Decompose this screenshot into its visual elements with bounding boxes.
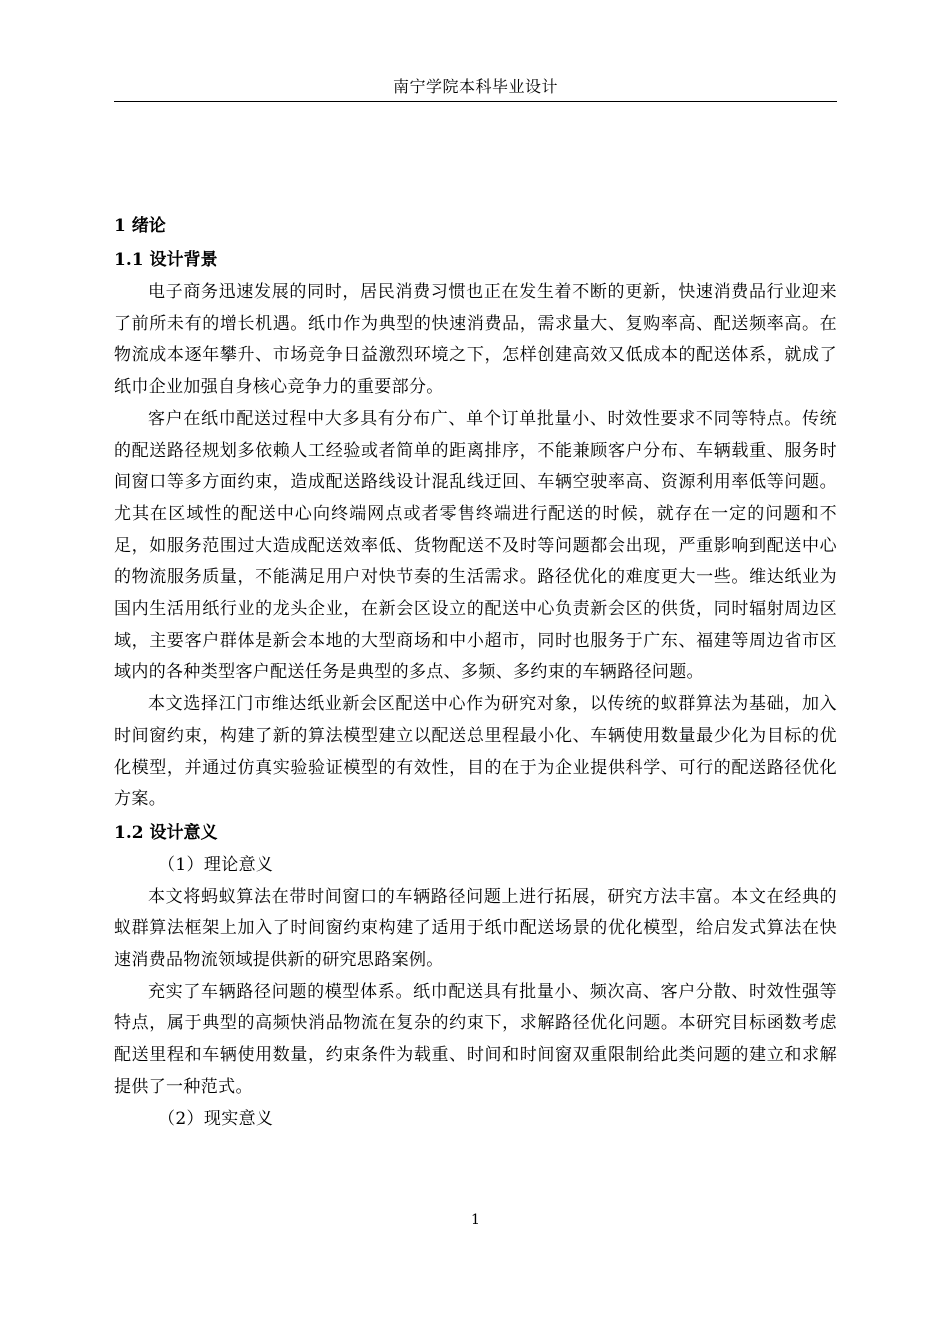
paragraph-background-2: 客户在纸巾配送过程中大多具有分布广、单个订单批量小、时效性要求不同等特点。传统的配送路径规划多依赖人工经验或者简单的距离排序，不能兼顾客户分布、车辆载重、服务时间窗口等多方面约束，造成配送路线设计混乱线迂回、车辆空驶率高、资源利用率低等问题。尤其在区域性的配送中心向终端网点或者零售终端进行配送的时候，就存在一定的问题和不足，如服务范围过大造成配送效率低、货物配送不及时等问题都会出现，严重影响到配送中心的物流服务质量，不能满足用户对快节奏的生活需求。路径优化的难度更大一些。维达纸业为国内生活用纸行业的龙头企业，在新会区设立的配送中心负责新会区的供货，同时辐射周边区域，主要客户群体是新会本地的大型商场和中小超市，同时也服务于广东、福建等周边省市区域内的各种类型客户配送任务是典型的多点、多频、多约束的车辆路径问题。 xyxy=(114,408,837,683)
running-header: 南宁学院本科毕业设计 xyxy=(392,77,558,96)
chapter-heading: 1 绪论 xyxy=(114,216,166,236)
section-heading-1-2: 1.2 设计意义 xyxy=(114,822,218,843)
subheading-theory: （1）理论意义 xyxy=(158,854,274,875)
paragraph-background-3: 本文选择江门市维达纸业新会区配送中心作为研究对象，以传统的蚁群算法为基础，加入时间窗约束，构建了新的算法模型建立以配送总里程最小化、车辆使用数量最少化为目标的优化模型，并通过仿真实验验证模型的有效性，目的在于为企业提供科学、可行的配送路径优化方案。 xyxy=(114,694,837,810)
paragraph-significance-1: 本文将蚂蚁算法在带时间窗口的车辆路径问题上进行拓展，研究方法丰富。本文在经典的蚁群算法框架上加入了时间窗约束构建了适用于纸巾配送场景的优化模型，给启发式算法在快速消费品物流领域提供新的研究思路案例。 xyxy=(114,886,837,971)
paragraph-significance-2: 充实了车辆路径问题的模型体系。纸巾配送具有批量小、频次高、客户分散、时效性强等特点，属于典型的高频快消品物流在复杂的约束下，求解路径优化问题。本研究目标函数考虑配送里程和车辆使用数量，约束条件为载重、时间和时间窗双重限制给此类问题的建立和求解提供了一种范式。 xyxy=(114,981,837,1097)
subheading-practice: （2）现实意义 xyxy=(158,1108,274,1129)
section-heading-1-1: 1.1 设计背景 xyxy=(114,250,218,270)
page-number: 1 xyxy=(471,1212,480,1228)
paragraph-background-1: 电子商务迅速发展的同时，居民消费习惯也正在发生着不断的更新，快速消费品行业迎来了前所未有的增长机遇。纸巾作为典型的快速消费品，需求量大、复购率高、配送频率高。在物流成本逐年攀升、市场竞争日益激烈环境之下，怎样创建高效又低成本的配送体系，就成了纸巾企业加强自身核心竞争力的重要部分。 xyxy=(114,282,837,398)
page-content xyxy=(114,209,837,1135)
header-divider xyxy=(114,101,837,102)
